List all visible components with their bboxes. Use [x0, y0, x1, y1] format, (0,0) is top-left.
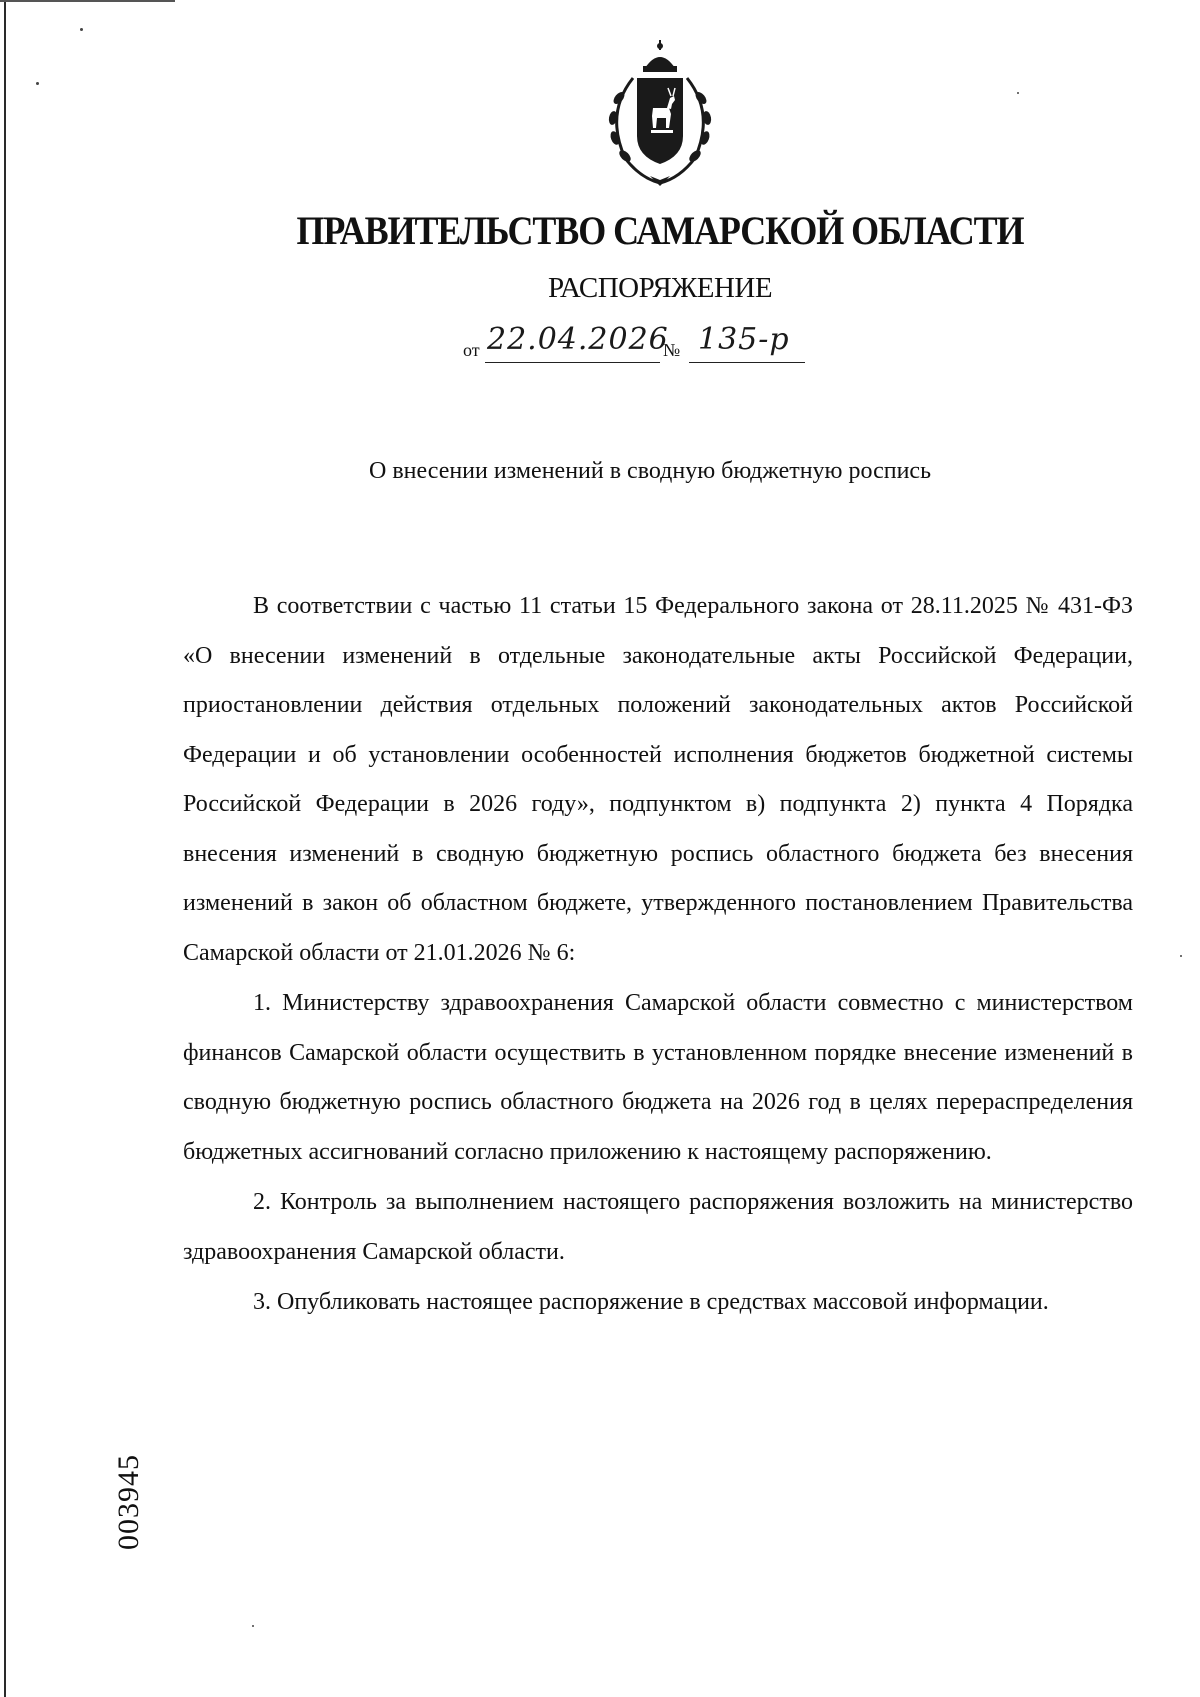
margin-serial-number: 003945 [112, 1454, 145, 1550]
handwritten-date: 22.04.2026 [487, 322, 669, 357]
scan-speck [1180, 955, 1182, 957]
government-title: ПРАВИТЕЛЬСТВО САМАРСКОЙ ОБЛАСТИ [296, 208, 1024, 253]
handwritten-number: 135-р [698, 322, 790, 357]
scan-speck [252, 1625, 254, 1627]
scan-speck [80, 28, 83, 31]
list-item: 2. Контроль за выполнением настоящего распоряжения возложить на министерство здравоохранения Самарской области. [183, 1189, 1133, 1265]
scan-edge-top [0, 0, 175, 2]
scan-edge [4, 0, 6, 1697]
scan-speck [36, 82, 39, 85]
list-item: 1. Министерству здравоохранения Самарской области совместно с министерством финансов Самарской области осуществить в установленном порядке внесение изменений в сводную бюджетную роспись областного бюджета на 2026 год в целях перераспределения бюджетных ассигнований согласно приложению к настоящему распоряжению. [183, 990, 1133, 1165]
date-prefix: от [463, 340, 480, 360]
document-subject: О внесении изменений в сводную бюджетную роспись [368, 458, 932, 484]
date-underline [485, 362, 660, 363]
samara-coat-of-arms-icon [595, 38, 725, 188]
list-item: 3. Опубликовать настоящее распоряжение в средствах массовой информации. [253, 1289, 1049, 1315]
scan-speck [1017, 92, 1019, 94]
number-underline [689, 362, 805, 363]
document-body [183, 582, 1133, 1328]
document-type: РАСПОРЯЖЕНИЕ [547, 272, 773, 304]
number-prefix: № [663, 340, 681, 360]
preamble-paragraph: В соответствии с частью 11 статьи 15 Федерального закона от 28.11.2025 № 431-ФЗ «О внесении изменений в отдельные законодательные акты Российской Федерации, приостановлении действия отдельных положений законодательных актов Российской Федерации и об установлении особенностей исполнения бюджетов бюджетной системы Российской Федерации в 2026 году», подпунктом в) подпункта 2) пункта 4 Порядка внесения изменений в сводную бюджетную роспись областного бюджета без внесения изменений в закон об областном бюджете, утвержденного постановлением Правительства Самарской области от 21.01.2026 № 6: [183, 593, 1133, 966]
